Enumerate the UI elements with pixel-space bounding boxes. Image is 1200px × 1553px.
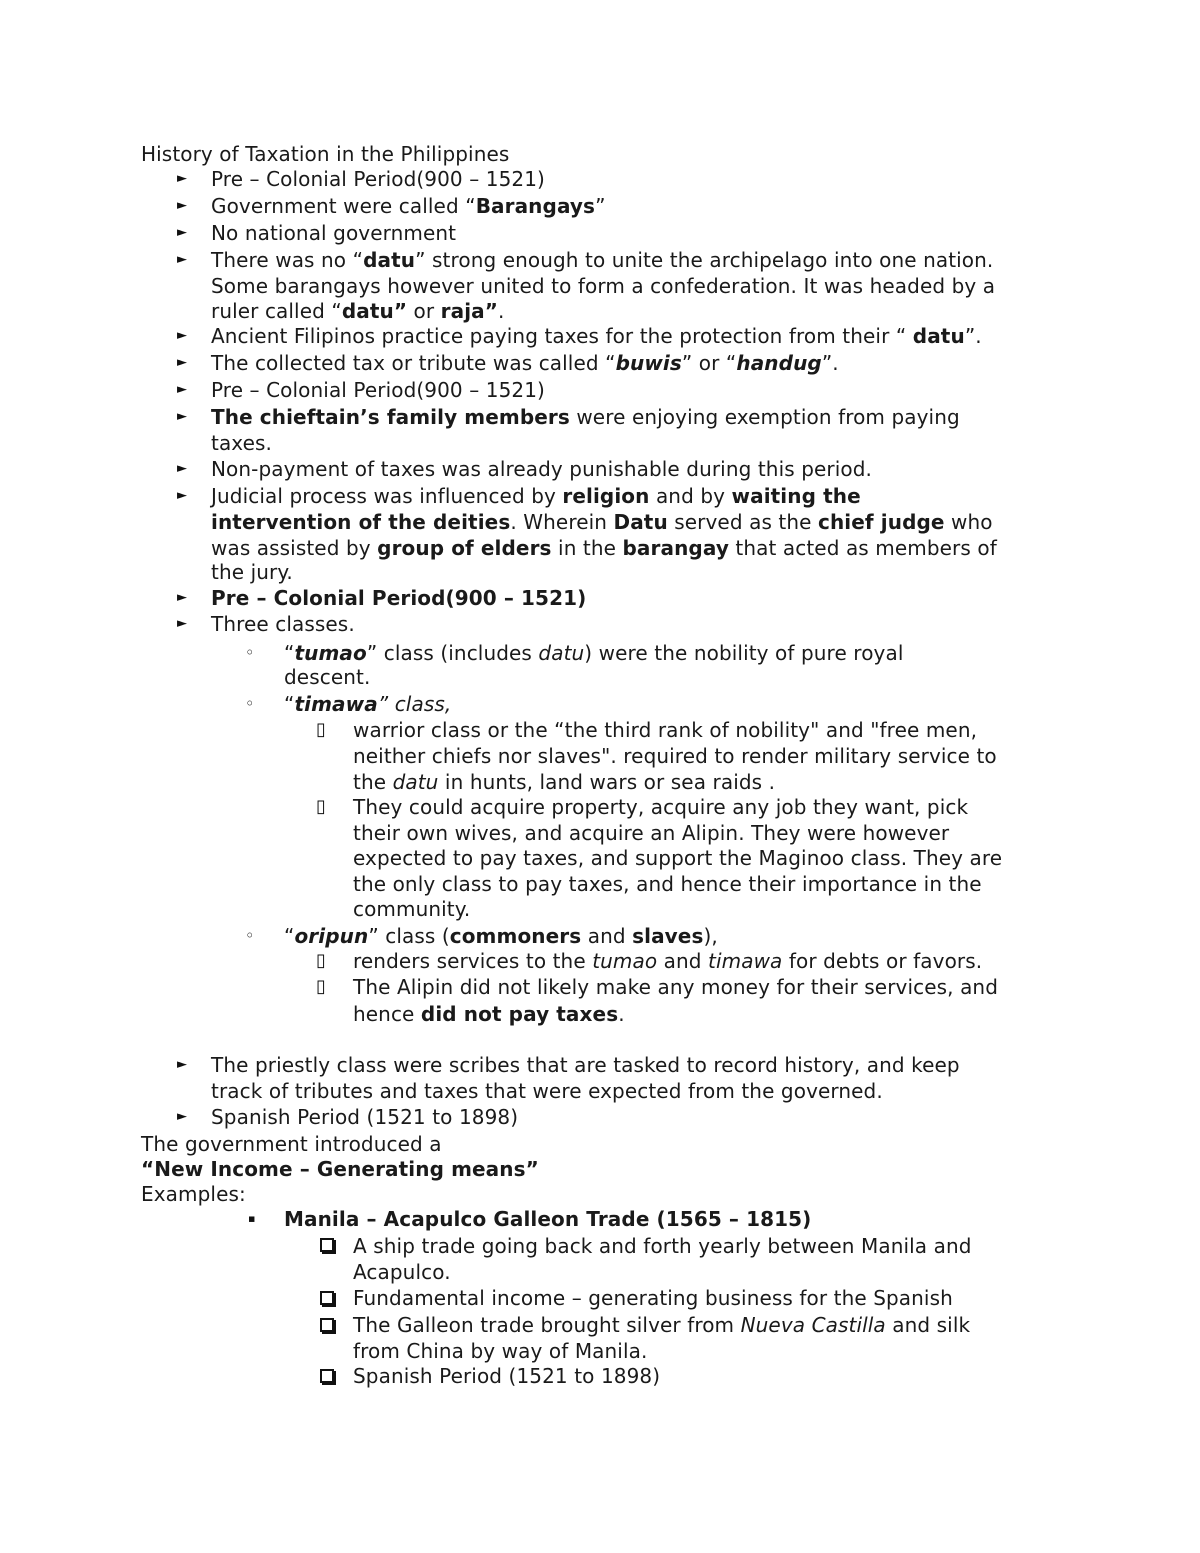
list-item-continuation: intervention of the deities. Wherein Datu served as the chief judge who	[211, 510, 993, 534]
bullet-circle-icon: ◦	[245, 926, 255, 945]
bullet-placeholder-icon: ▯	[316, 796, 326, 817]
list-item: Pre – Colonial Period(900 – 1521)	[211, 586, 587, 610]
list-item-continuation: ruler called “datu” or raja”.	[211, 299, 505, 323]
list-item: The chieftain’s family members were enjoying exemption from paying	[211, 405, 960, 429]
list-item: The Alipin did not likely make any money for their services, and	[353, 975, 998, 999]
bullet-placeholder-icon: ▯	[316, 950, 326, 971]
list-item: warrior class or the “the third rank of nobility" and "free men,	[353, 718, 978, 742]
list-item: Government were called “Barangays”	[211, 194, 606, 218]
list-item: Judicial process was influenced by religion and by waiting the	[211, 484, 861, 508]
bullet-placeholder-icon: ▯	[316, 719, 326, 740]
bullet-circle-icon: ◦	[245, 694, 255, 713]
bullet-triangle-icon: ►	[177, 355, 187, 370]
list-item-continuation: from China by way of Manila.	[353, 1339, 648, 1363]
bullet-triangle-icon: ►	[177, 616, 187, 631]
list-item-continuation: expected to pay taxes, and support the Maginoo class. They are	[353, 846, 1003, 870]
bullet-circle-icon: ◦	[245, 643, 255, 662]
list-item-continuation: Acapulco.	[353, 1260, 451, 1284]
list-item-continuation: the jury.	[211, 560, 293, 584]
bullet-triangle-icon: ►	[177, 198, 187, 213]
list-item-continuation: Some barangays however united to form a confederation. It was headed by a	[211, 274, 996, 298]
bullet-triangle-icon: ►	[177, 590, 187, 605]
bullet-square-icon: ▪	[248, 1212, 256, 1225]
list-item: “oripun” class (commoners and slaves),	[284, 924, 718, 948]
list-item-continuation: descent.	[284, 665, 371, 689]
checkbox-bullet-icon	[320, 1318, 334, 1332]
paragraph: The government introduced a	[141, 1132, 442, 1156]
list-item: Fundamental income – generating business for the Spanish	[353, 1286, 953, 1310]
list-item: Pre – Colonial Period(900 – 1521)	[211, 167, 545, 191]
list-item: Ancient Filipinos practice paying taxes for the protection from their “ datu”.	[211, 324, 982, 348]
bullet-triangle-icon: ►	[177, 252, 187, 267]
list-item-continuation: track of tributes and taxes that were expected from the governed.	[211, 1079, 883, 1103]
list-item: Spanish Period (1521 to 1898)	[353, 1364, 661, 1388]
list-item: “timawa” class,	[284, 692, 452, 716]
list-item: Three classes.	[211, 612, 355, 636]
list-item: Manila – Acapulco Galleon Trade (1565 – 1815)	[284, 1207, 812, 1231]
paragraph: Examples:	[141, 1182, 246, 1206]
list-item: The Galleon trade brought silver from Nueva Castilla and silk	[353, 1313, 971, 1337]
list-item: The collected tax or tribute was called “buwis” or “handug”.	[211, 351, 839, 375]
checkbox-bullet-icon	[320, 1238, 334, 1252]
list-item: renders services to the tumao and timawa for debts or favors.	[353, 949, 983, 973]
list-item-continuation: the only class to pay taxes, and hence their importance in the	[353, 872, 982, 896]
bullet-triangle-icon: ►	[177, 1109, 187, 1124]
document-title: History of Taxation in the Philippines	[141, 142, 510, 166]
list-item-continuation: their own wives, and acquire an Alipin. They were however	[353, 821, 950, 845]
list-item: A ship trade going back and forth yearly between Manila and	[353, 1234, 972, 1258]
list-item: “tumao” class (includes datu) were the nobility of pure royal	[284, 641, 904, 665]
list-item: The priestly class were scribes that are tasked to record history, and keep	[211, 1053, 960, 1077]
checkbox-bullet-icon	[320, 1369, 334, 1383]
bullet-placeholder-icon: ▯	[316, 976, 326, 997]
bullet-triangle-icon: ►	[177, 382, 187, 397]
list-item: Non-payment of taxes was already punishable during this period.	[211, 457, 872, 481]
bullet-triangle-icon: ►	[177, 171, 187, 186]
bullet-triangle-icon: ►	[177, 409, 187, 424]
bullet-triangle-icon: ►	[177, 328, 187, 343]
list-item-continuation: the datu in hunts, land wars or sea raids .	[353, 770, 776, 794]
list-item: They could acquire property, acquire any job they want, pick	[353, 795, 969, 819]
paragraph-heading: “New Income – Generating means”	[141, 1157, 539, 1181]
bullet-triangle-icon: ►	[177, 488, 187, 503]
list-item: There was no “datu” strong enough to unite the archipelago into one nation.	[211, 248, 994, 272]
list-item: Spanish Period (1521 to 1898)	[211, 1105, 519, 1129]
list-item-continuation: was assisted by group of elders in the barangay that acted as members of	[211, 536, 997, 560]
list-item-continuation: taxes.	[211, 431, 273, 455]
checkbox-bullet-icon	[320, 1291, 334, 1305]
bullet-triangle-icon: ►	[177, 461, 187, 476]
list-item-continuation: hence did not pay taxes.	[353, 1002, 625, 1026]
bullet-triangle-icon: ►	[177, 225, 187, 240]
list-item-continuation: neither chiefs nor slaves". required to render military service to	[353, 744, 997, 768]
list-item: No national government	[211, 221, 457, 245]
list-item-continuation: community.	[353, 897, 471, 921]
list-item: Pre – Colonial Period(900 – 1521)	[211, 378, 545, 402]
bullet-triangle-icon: ►	[177, 1057, 187, 1072]
